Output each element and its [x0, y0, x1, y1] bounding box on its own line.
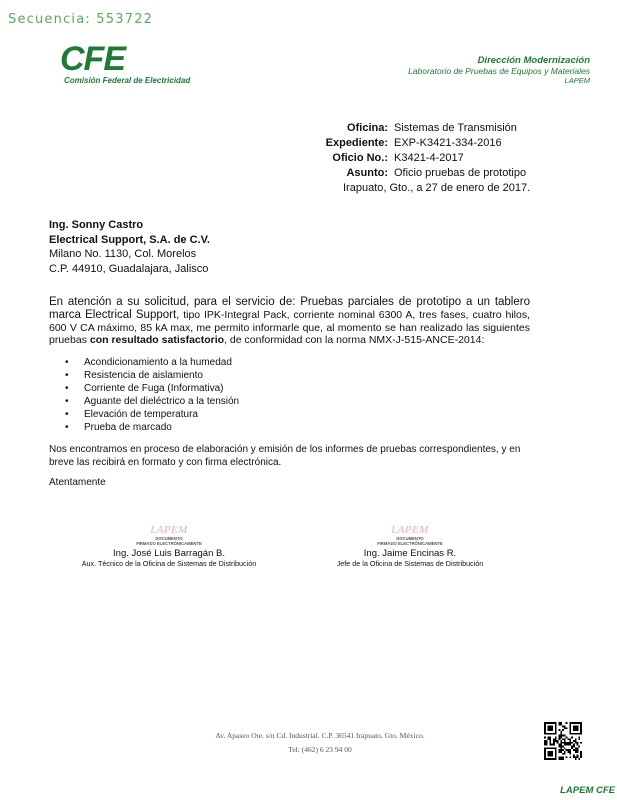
- subject-label: Asunto:: [346, 167, 388, 179]
- department-name: Dirección Modernización: [477, 55, 590, 66]
- recipient-company: Electrical Support, S.A. de C.V.: [49, 233, 210, 246]
- stamp-line: FIRMADO ELECTRÓNICAMENTE: [136, 541, 202, 546]
- signature-block: [54, 524, 284, 568]
- recipient-street: Milano No. 1130, Col. Morelos: [49, 248, 197, 260]
- body-details: tipo IPK-Integral Pack, corriente nominal 6300 A, tres fases, cuatro hilos, 600 V CA máximo, 85 kA max, me permito informarle que, al momento se han realizado las siguientes pruebas: [49, 308, 530, 347]
- body-norm: , de conformidad con la norma NMX-J-515-ANCE-2014:: [224, 334, 485, 347]
- office-label: Oficina:: [347, 122, 388, 134]
- qr-code-icon: [544, 722, 582, 760]
- recipient-address: [49, 218, 210, 276]
- footer-address: [150, 729, 490, 757]
- letter-number-value: K3421-4-2017: [394, 152, 464, 164]
- file-label: Expediente:: [325, 137, 388, 149]
- signer-title: Jefe de la Oficina de Sistemas de Distribución: [336, 559, 484, 568]
- subject-row: [300, 166, 530, 181]
- signature-block: [295, 524, 525, 568]
- regards: Atentamente: [49, 477, 106, 488]
- place-date: Irapuato, Gto., a 27 de enero de 2017.: [343, 182, 531, 194]
- list-item: • Acondicionamiento a la humedad: [84, 356, 239, 369]
- footer-address-line: Av. Apaseo Ote. s/n Cd. Industrial. C.P. 36541 Irapuato, Gto. México.: [215, 731, 425, 740]
- list-item: • Corriente de Fuga (Informativa): [84, 382, 239, 395]
- list-item: • Resistencia de aislamiento: [84, 369, 239, 382]
- cfe-logo-subtitle: Comisión Federal de Electricidad: [64, 76, 191, 85]
- file-value: EXP-K3421-334-2016: [394, 137, 502, 149]
- letter-metadata: [300, 121, 530, 196]
- body-result: con resultado satisfactorio: [89, 334, 225, 347]
- recipient-name: Ing. Sonny Castro: [49, 219, 144, 231]
- closing-paragraph: Nos encontramos en proceso de elaboración y emisión de los informes de pruebas correspondientes, y en breve las recibirá en formato y con firma electrónica.: [49, 444, 521, 468]
- lapem-stamp: LAPEM: [150, 524, 188, 536]
- file-row: [300, 136, 530, 151]
- list-item: • Aguante del dieléctrico a la tensión: [84, 395, 239, 408]
- footer-brand: LAPEM CFE: [560, 785, 615, 796]
- office-row: [300, 121, 530, 136]
- body-intro: En atención a su solicitud, para el servicio de: Pruebas parciales de prototipo a un tablero marca Electrical Support,: [49, 296, 530, 321]
- signer-name: Ing. José Luis Barragán B.: [113, 548, 225, 559]
- letter-number-label: Oficio No.:: [332, 152, 388, 164]
- laboratory-name: Laboratorio de Pruebas de Equipos y Materiales: [408, 66, 590, 76]
- department-header: [408, 55, 590, 85]
- cfe-logo-text: CFE: [60, 40, 125, 78]
- test-list: [49, 356, 239, 434]
- lapem-stamp: LAPEM: [391, 524, 429, 536]
- stamp-line: DOCUMENTO: [396, 536, 424, 541]
- letter-number-row: [300, 151, 530, 166]
- body-paragraph: [49, 296, 530, 347]
- stamp-line: FIRMADO ELECTRÓNICAMENTE: [377, 541, 443, 546]
- recipient-city: C.P. 44910, Guadalajara, Jalisco: [49, 262, 209, 275]
- laboratory-acronym: LAPEM: [564, 76, 590, 85]
- sequence-number: Secuencia: 553722: [8, 12, 154, 27]
- signer-title: Aux. Técnico de la Oficina de Sistemas de Distribución: [81, 559, 257, 568]
- footer-phone: Tel: (462) 6 23 94 00: [288, 745, 352, 754]
- list-item: • Elevación de temperatura: [84, 408, 239, 421]
- signer-name: Ing. Jaime Encinas R.: [363, 548, 457, 559]
- stamp-line: DOCUMENTO: [155, 536, 183, 541]
- list-item: • Prueba de marcado: [84, 421, 239, 434]
- subject-value: Oficio pruebas de prototipo: [394, 167, 527, 179]
- office-value: Sistemas de Transmisión: [394, 122, 517, 134]
